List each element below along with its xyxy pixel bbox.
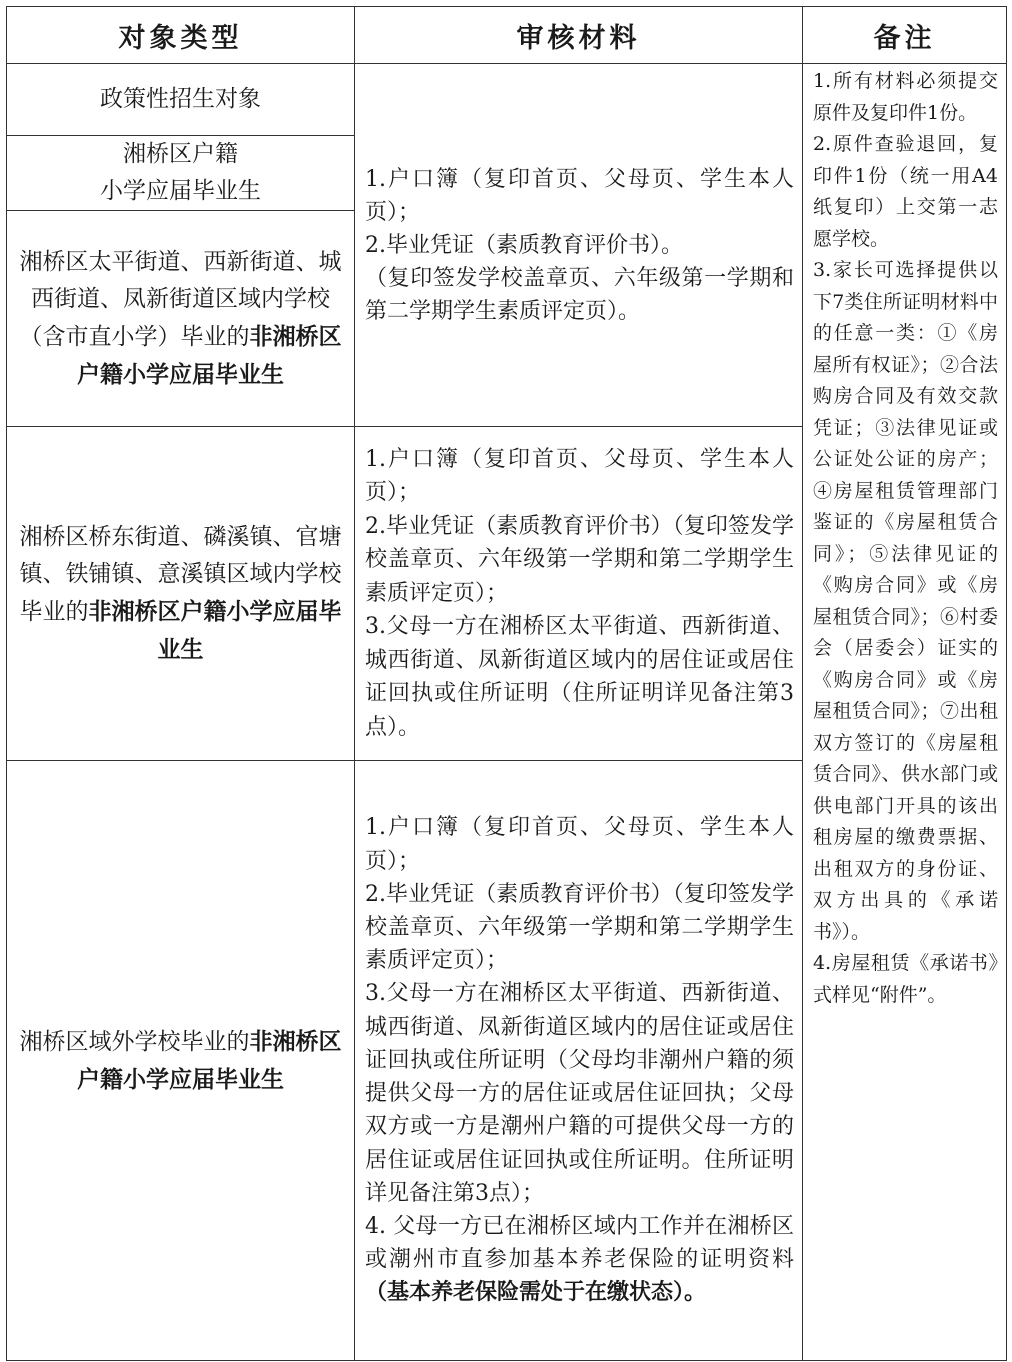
- material-item: 3.父母一方在湘桥区太平街道、西新街道、城西街道、凤新街道区域内的居住证或居住证回执或住所证明（父母均非潮州户籍的须提供父母一方的居住证或居住证回执；父母双方或一方是潮州户籍的可提供父母一方的居住证或居住证回执或住所证明。住所证明详见备注第3点）；: [365, 981, 794, 1206]
- object-type-cell: [7, 64, 355, 136]
- header-row: [7, 7, 1007, 64]
- material-item: 2.毕业凭证（素质教育评价书）（复印签发学校盖章页、六年级第一学期和第二学期学生素质评定页）；: [365, 881, 794, 974]
- notes-cell: [803, 64, 1007, 1361]
- material-item: 3.父母一方在湘桥区太平街道、西新街道、城西街道、凤新街道区域内的居住证或居住证回执或住所证明（住所证明详见备注第3点）。: [365, 614, 794, 740]
- material-item: （复印签发学校盖章页、六年级第一学期和第二学期学生素质评定页）。: [365, 265, 794, 324]
- materials-cell: [355, 64, 803, 427]
- object-type-text: 湘桥区域外学校毕业的: [19, 1028, 250, 1055]
- object-type-emphasis: 非湘桥区户籍小学应届毕业生: [77, 1027, 342, 1093]
- note-item: 1.所有材料必须提交原件及复印件1份。: [813, 70, 998, 124]
- table-row: [7, 64, 1007, 136]
- object-type-cell: [7, 136, 355, 211]
- materials-cell: [355, 427, 803, 761]
- object-type-emphasis: 非湘桥区户籍小学应届毕业生: [77, 322, 342, 388]
- object-type-cell: [7, 211, 355, 427]
- material-item-text: 4. 父母一方已在湘桥区域内工作并在湘桥区或潮州市直参加基本养老保险的证明资料: [365, 1213, 794, 1273]
- materials-cell: [355, 761, 803, 1361]
- object-type-text: 政策性招生对象: [100, 86, 261, 112]
- object-type-text: 湘桥区户籍: [123, 141, 238, 167]
- material-item: 1.户口簿（复印首页、父母页、学生本人页）；: [365, 815, 794, 874]
- material-item: 1.户口簿（复印首页、父母页、学生本人页）；: [365, 166, 794, 225]
- object-type-text: 小学应届毕业生: [100, 178, 261, 204]
- header-notes: 备注: [803, 7, 1007, 64]
- object-type-cell: [7, 761, 355, 1361]
- note-item: 3.家长可选择提供以下7类住所证明材料中的任意一类：①《房屋所有权证》；②合法购房合同及有效交款凭证；③法律见证或公证处公证的房产；④房屋租赁管理部门鉴证的《房屋租赁合同》；⑤法律见证的《购房合同》或《房屋租赁合同》；⑥村委会（居委会）证实的《购房合同》或《房屋租赁合同》；⑦出租双方签订的《房屋租赁合同》、供水部门或供电部门开具的该出租房屋的缴费票据、出租双方的身份证、双方出具的《承诺书》）。: [813, 259, 998, 943]
- object-type-cell: [7, 427, 355, 761]
- header-materials: 审核材料: [355, 7, 803, 64]
- material-item-emphasis: （基本养老保险需处于在缴状态）。: [365, 1279, 707, 1306]
- object-type-text: 湘桥区太平街道、西新街道、城西街道、凤新街道区域内学校（含市直小学）毕业的: [19, 248, 342, 350]
- header-object-type: 对象类型: [7, 7, 355, 64]
- material-item: [365, 1210, 794, 1310]
- note-item: 2.原件查验退回，复印件1份（统一用A4纸复印）上交第一志愿学校。: [813, 133, 998, 250]
- object-type-emphasis: 非湘桥区户籍小学应届毕业生: [88, 597, 342, 663]
- material-item: 2.毕业凭证（素质教育评价书）（复印签发学校盖章页、六年级第一学期和第二学期学生素质评定页）；: [365, 513, 794, 606]
- note-item: 4.房屋租赁《承诺书》式样见“附件”。: [813, 952, 998, 1006]
- enrollment-materials-table: [6, 6, 1007, 1361]
- material-item: 2.毕业凭证（素质教育评价书）。: [365, 232, 683, 258]
- material-item: 1.户口簿（复印首页、父母页、学生本人页）；: [365, 446, 794, 506]
- object-type-text: 湘桥区桥东街道、磷溪镇、官塘镇、铁铺镇、意溪镇区域内学校毕业的: [19, 523, 342, 625]
